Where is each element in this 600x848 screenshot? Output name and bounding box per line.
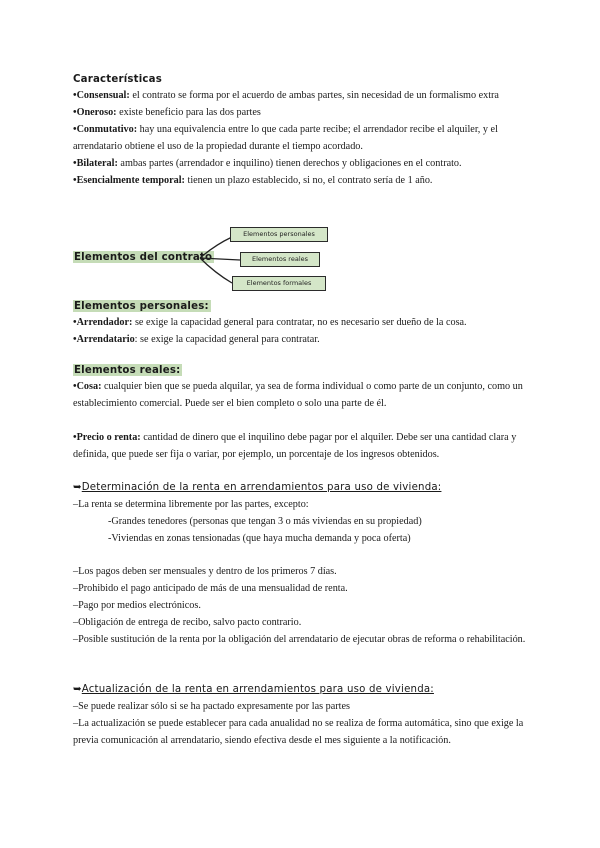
determinacion-heading: ➥Determinación de la renta en arrendamientos para uso de vivienda: bbox=[73, 482, 442, 493]
personales-item: •Arrendador: se exige la capacidad general para contratar, no es necesario ser dueño de la cosa. bbox=[73, 317, 467, 328]
reales-heading: Elementos reales: bbox=[74, 365, 181, 376]
actualizacion-heading: ➥Actualización de la renta en arrendamientos para uso de vivienda: bbox=[73, 684, 434, 695]
arrow-icon: ➥ bbox=[73, 684, 82, 695]
reales-precio: •Precio o renta: cantidad de dinero que el inquilino debe pagar por el alquiler. Debe ser una cantidad clara y definida, que puede ser fija o variar, por ejemplo, un porcentaje de los ingresos obtenidos. bbox=[73, 432, 517, 460]
arrow-icon: ➥ bbox=[73, 482, 82, 493]
diagram-branch-personales: Elementos personales bbox=[230, 227, 328, 242]
determinacion-exception: -Viviendas en zonas tensionadas (que haya mucha demanda y poca oferta) bbox=[108, 533, 411, 544]
determinacion-rule: –Obligación de entrega de recibo, salvo pacto contrario. bbox=[73, 617, 302, 628]
caracteristicas-heading: Características bbox=[73, 74, 162, 85]
caracteristicas-item: •Esencialmente temporal: tienen un plazo establecido, si no, el contrato sería de 1 año. bbox=[73, 175, 433, 186]
personales-heading: Elementos personales: bbox=[74, 301, 209, 312]
determinacion-rule: –Posible sustitución de la renta por la obligación del arrendatario de ejecutar obras de reforma o rehabilitación. bbox=[73, 634, 526, 645]
actualizacion-line: –La actualización se puede establecer para cada anualidad no se realiza de forma automática, sino que exige la previa comunicación al arrendatario, siendo efectiva desde el mes siguiente a la notificación. bbox=[73, 718, 524, 746]
determinacion-rule: –Prohibido el pago anticipado de más de una mensualidad de renta. bbox=[73, 583, 348, 594]
determinacion-exception: -Grandes tenedores (personas que tengan 3 o más viviendas en su propiedad) bbox=[108, 516, 422, 527]
actualizacion-line: –Se puede realizar sólo si se ha pactado expresamente por las partes bbox=[73, 701, 350, 712]
determinacion-rule: –Los pagos deben ser mensuales y dentro de los primeros 7 días. bbox=[73, 566, 337, 577]
personales-item: •Arrendatario: se exige la capacidad general para contratar. bbox=[73, 334, 320, 345]
diagram-branch-reales: Elementos reales bbox=[240, 252, 320, 267]
diagram-root: Elementos del contrato bbox=[74, 252, 213, 263]
caracteristicas-item: •Oneroso: existe beneficio para las dos partes bbox=[73, 107, 261, 118]
diagram-branch-formales: Elementos formales bbox=[232, 276, 326, 291]
determinacion-rule: –Pago por medios electrónicos. bbox=[73, 600, 201, 611]
determinacion-intro: –La renta se determina libremente por las partes, excepto: bbox=[73, 499, 309, 510]
caracteristicas-item: •Bilateral: ambas partes (arrendador e inquilino) tienen derechos y obligaciones en el contrato. bbox=[73, 158, 462, 169]
reales-cosa: •Cosa: cualquier bien que se pueda alquilar, ya sea de forma individual o como parte de un conjunto, como un establecimiento comercial. Puede ser el bien completo o solo una parte de él. bbox=[73, 381, 523, 409]
caracteristicas-item: •Consensual: el contrato se forma por el acuerdo de ambas partes, sin necesidad de un formalismo extra bbox=[73, 90, 499, 101]
caracteristicas-item: •Conmutativo: hay una equivalencia entre lo que cada parte recibe; el arrendador recibe el alquiler, y el arrendatario obtiene el uso de la propiedad durante el tiempo acordado. bbox=[73, 124, 498, 152]
